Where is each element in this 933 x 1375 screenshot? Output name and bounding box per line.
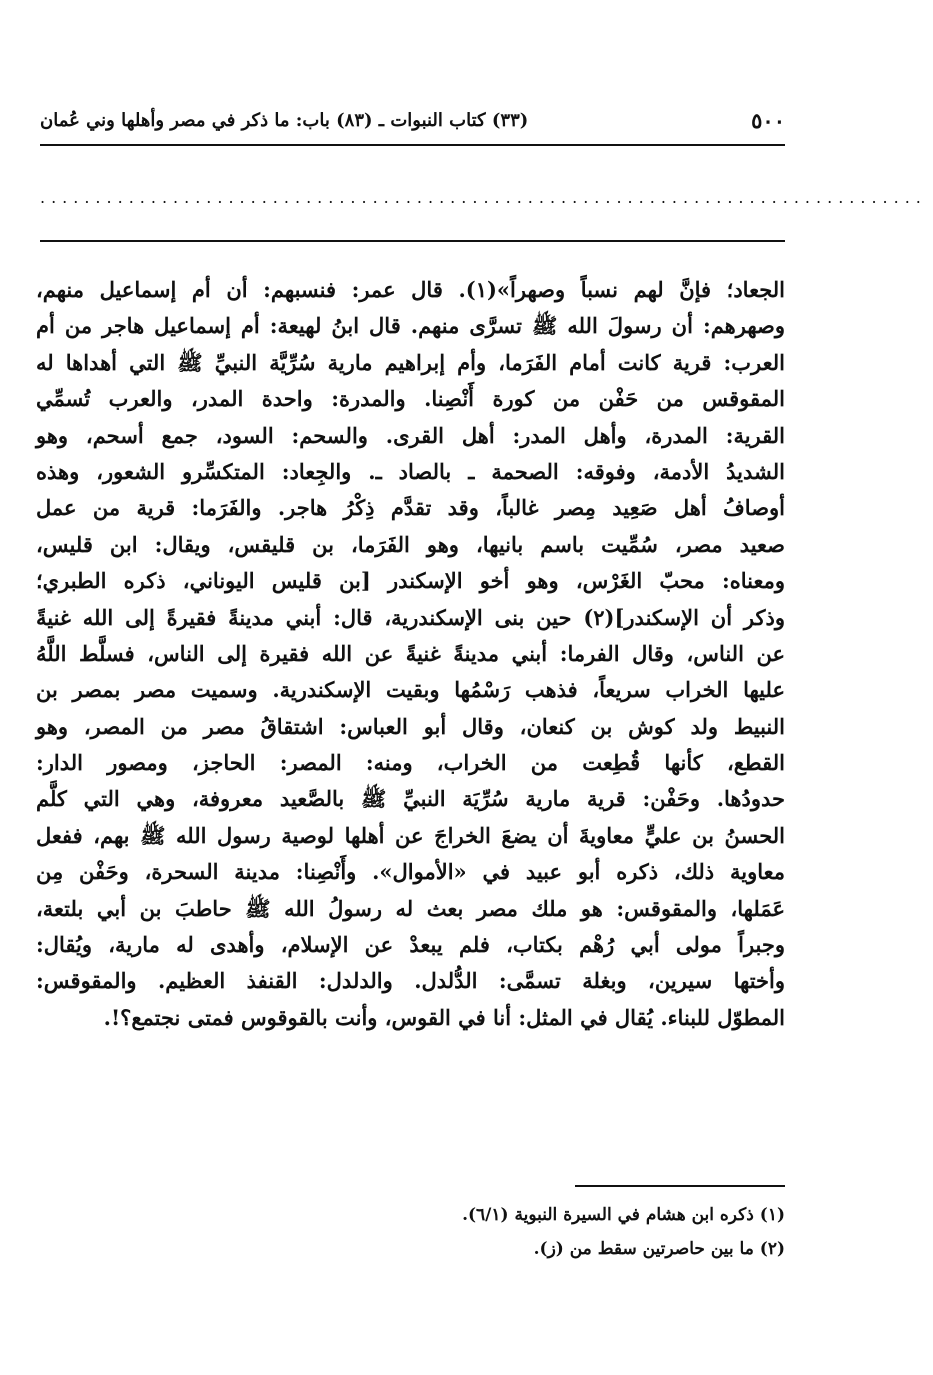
text-line: القرية: المدرة، وأهل المدر: أهل القرى. والسحم: السود، جمع أسحم، وهو — [36, 422, 785, 448]
text-line: المقوقس من حَفْن من كورة أَنْصِنا. والمدرة: واحدة المدر، والعرب تُسمِّي — [36, 386, 785, 412]
text-line: النبيط ولد كوش بن كنعان، وقال أبو العباس: اشتقاقُ مصر من المصر، وهو — [36, 713, 785, 739]
text-line: وأختها سيرين، وبغلة تسمَّى: الدُّلدل. والدلدل: القنفذ العظيم. والمقوقس: — [36, 968, 785, 994]
text-line: العرب: قرية كانت أمام الفَرَما، وأم إبراهيم مارية سُرِّيَّة النبيِّ ﷺ التي أهداها له — [36, 349, 785, 375]
page-number: ٥٠٠ — [751, 108, 785, 133]
running-title: (٣٣) كتاب النبوات ـ (٨٣) باب: ما ذكر في مصر وأهلها وني عُمان — [40, 110, 529, 131]
text-line: المطوّل للبناء. يُقال في المثل: أنا في القوس، وأنت بالقوقوس فمتى نجتمع؟!. — [103, 1004, 785, 1030]
text-line: ومعناه: محبّ الغَرْس، وهو أخو الإسكندر [بن قليس اليوناني، ذكره الطبري؛ — [36, 568, 785, 594]
footnote-2: (٢) ما بين حاصرتين سقط من (ز). — [533, 1239, 785, 1259]
text-line: صعيد مصر، سُمِّيت باسم بانيها، وهو الفَرَما، بن قليقس، ويقال: ابن قليس، — [36, 531, 785, 557]
main-text — [36, 272, 785, 1036]
section-separator-rule — [40, 240, 785, 242]
text-line: أوصافُ أهل صَعِيد مِصر غالباً، وقد تقدَّم ذِكْرُ هاجر. والفَرَما: قرية من عمل — [36, 495, 785, 521]
text-line: الحسنُ بن عليٍّ معاويةَ أن يضعَ الخراجَ عن أهلها لوصية رسول الله ﷺ بهم، ففعل — [36, 822, 785, 848]
text-line: عليها الخراب سريعاً، فذهب رَسْمُها وبقيت الإسكندرية. وسميت مصر بمصر بن — [36, 677, 785, 703]
text-line: القطع، كأنها قُطِعت من الخراب، ومنه: المصر: الحاجز، ومصور الدار: — [36, 750, 785, 776]
footnote-1: (١) ذكره ابن هشام في السيرة النبوية (٦/١). — [462, 1205, 785, 1225]
text-line: عن الناس، وقال الفرما: أبني مدينةً غنيةً عن الله فقيرة إلى الناس، فسلَّط اللَّهُ — [36, 640, 785, 666]
text-line: حدودُها. وحَفْن: قرية مارية سُرِّيَة النبيِّ ﷺ بالصَّعيد معروفة، وهي التي كلَّم — [36, 786, 785, 812]
text-line: وصهرهم: أن رسولَ الله ﷺ تسرَّى منهم. قال ابنُ لهيعة: أم إسماعيل هاجر من أم — [36, 313, 785, 339]
footnote-rule — [575, 1185, 785, 1187]
text-line: الشديدُ الأدمة، وفوقه: الصحمة ـ بالصاد ـ. والجِعاد: المتكسِّرو الشعور، وهذه — [36, 458, 785, 484]
omission-dots: ................................................................................ — [40, 188, 927, 207]
running-header — [40, 108, 785, 140]
text-line: وذكر أن الإسكندر](٢) حين بنى الإسكندرية، قال: أبني مدينةً فقيرةً إلى الله غنيةً — [36, 604, 785, 630]
text-line: وجبراً مولى أبي رُهْم بكتاب، فلم يبعدْ عن الإسلام، وأهدى له مارية، ويُقال: — [36, 932, 785, 958]
header-rule — [40, 144, 785, 146]
text-line: الجعاد؛ فإنَّ لهم نسباً وصهراً»(١). قال عمر: فنسبهم: أن أم إسماعيل منهم، — [36, 277, 785, 302]
footnotes — [300, 1198, 785, 1266]
text-line: عَمَلها، والمقوقس: هو ملك مصر بعث له رسولُ الله ﷺ حاطبَ بن أبي بلتعة، — [36, 895, 785, 921]
text-line: معاوية ذلك، ذكره أبو عبيد في «الأموال». وأَنْصِنا: مدينة السحرة، وحَفْن مِن — [36, 859, 785, 885]
